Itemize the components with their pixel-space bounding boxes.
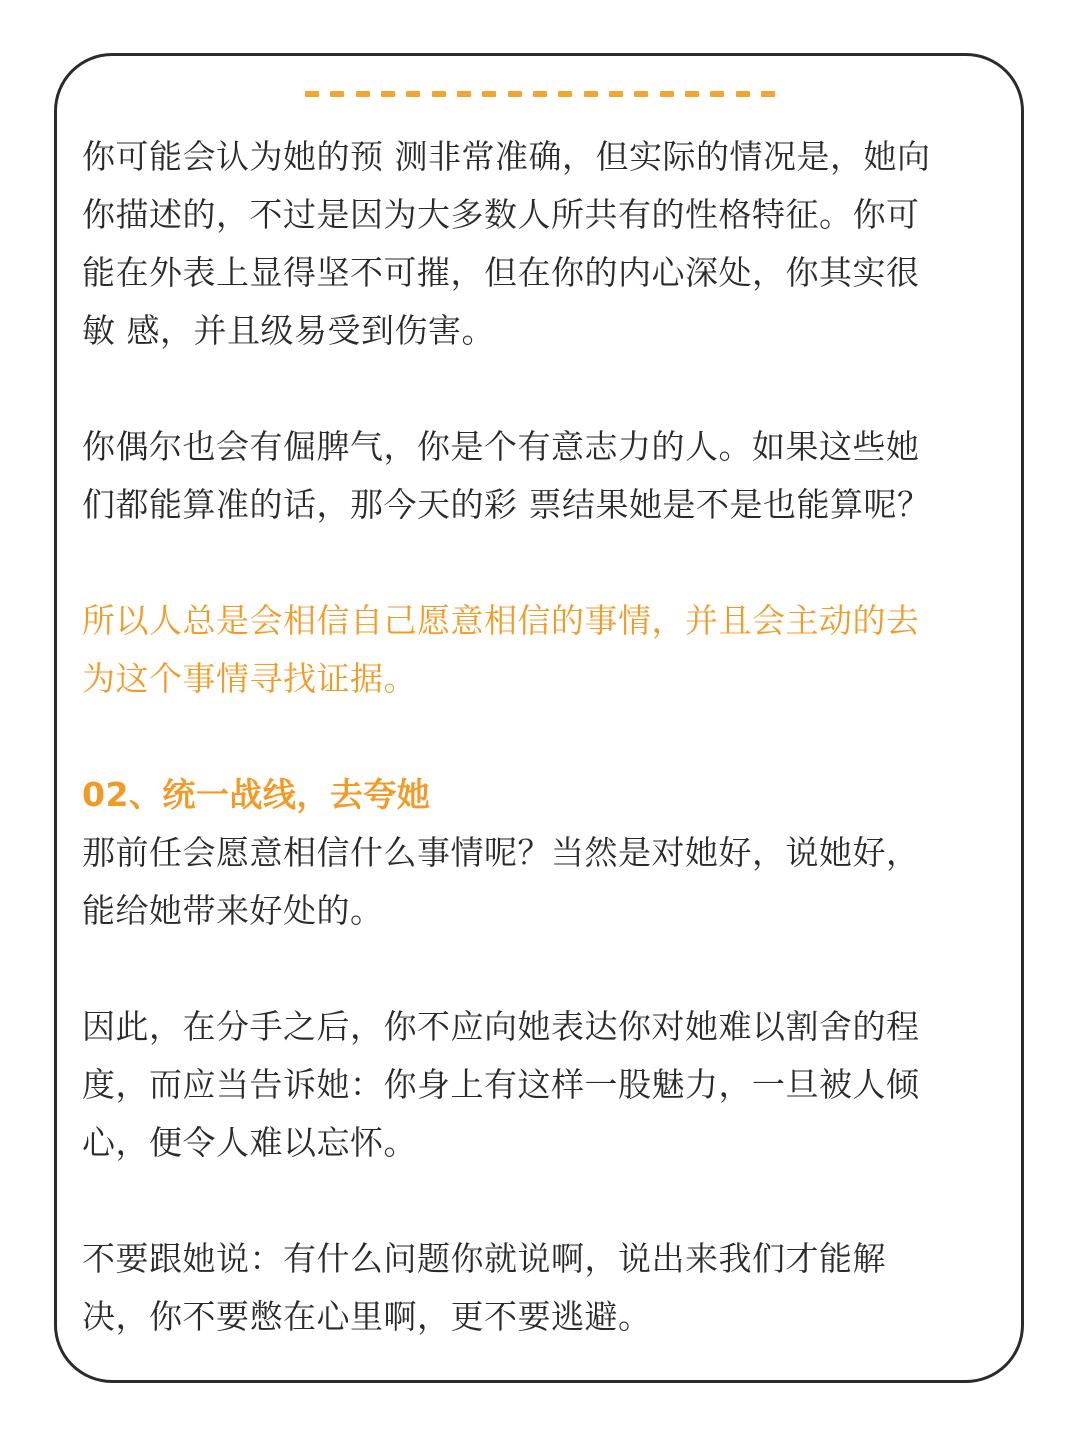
text-line: 度，而应当告诉她：你身上有这样一股魅力，一旦被人倾 <box>82 1065 920 1104</box>
decorative-dash-divider <box>305 91 775 97</box>
text-line: 不要跟她说：有什么问题你就说啊，说出来我们才能解 <box>82 1239 886 1278</box>
text-line: 能在外表上显得坚不可摧，但在你的内心深处，你其实很 <box>82 253 920 292</box>
text-line: 为这个事情寻找证据。 <box>82 659 417 698</box>
highlight-paragraph <box>82 592 1002 708</box>
text-line: 心，便令人难以忘怀。 <box>82 1123 417 1162</box>
text-line: 那前任会愿意相信什么事情呢？当然是对她好，说她好， <box>82 833 920 872</box>
section-paragraph-2 <box>82 998 1002 1172</box>
section-heading: 02、统一战线，去夸她 <box>82 775 431 814</box>
text-line: 敏 感，并且级易受到伤害。 <box>82 311 495 350</box>
paragraph-1 <box>82 128 1002 360</box>
text-line: 决，你不要憋在心里啊，更不要逃避。 <box>82 1297 652 1336</box>
text-line: 你偶尔也会有倔脾气，你是个有意志力的人。如果这些她 <box>82 427 920 466</box>
text-line: 你可能会认为她的预 测非常准确，但实际的情况是，她向 <box>82 137 931 176</box>
text-line: 们都能算准的话，那今天的彩 票结果她是不是也能算呢？ <box>82 485 931 524</box>
text-line: 因此，在分手之后，你不应向她表达你对她难以割舍的程 <box>82 1007 920 1046</box>
text-line: 所以人总是会相信自己愿意相信的事情，并且会主动的去 <box>82 601 920 640</box>
section-paragraph-1 <box>82 824 1002 940</box>
text-line: 你描述的，不过是因为大多数人所共有的性格特征。你可 <box>82 195 920 234</box>
section-paragraph-3 <box>82 1230 1002 1346</box>
text-line: 能给她带来好处的。 <box>82 891 384 930</box>
article-body <box>82 128 1002 1404</box>
paragraph-2 <box>82 418 1002 534</box>
